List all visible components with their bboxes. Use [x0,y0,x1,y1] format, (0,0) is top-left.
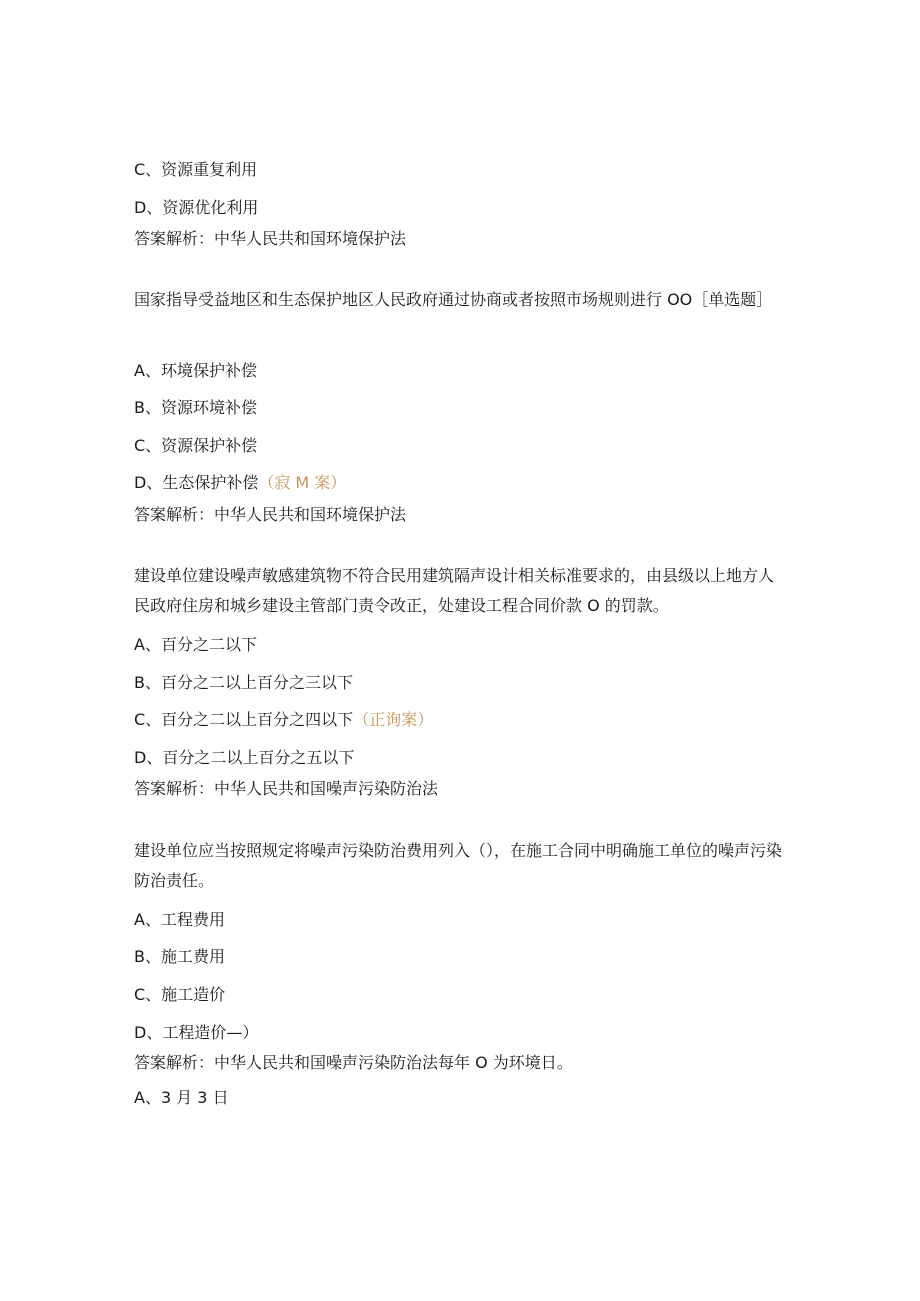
option-d: D、百分之二以上百分之五以下 [134,748,355,767]
option-a: A、百分之二以下 [134,635,257,654]
option-c-text: C、百分之二以上百分之四以下 [134,710,354,729]
answer-mark: （寂 M 案） [258,473,347,492]
question-text: 建设单位建设噪声敏感建筑物不符合民用建筑隔声设计相关标准要求的，由县级以上地方人民政府住房和城乡建设主管部门责令改正，处建设工程合同价款 O 的罚款。 [134,566,775,615]
option-b: B、资源环境补偿 [134,398,257,417]
option-c: C、资源重复利用 [134,160,258,179]
option-d: D、工程造价—） [134,1023,259,1042]
question-text: 建设单位应当按照规定将噪声污染防治费用列入（），在施工合同中明确施工单位的噪声污染防治责任。 [134,841,783,890]
answer-mark: （正询案） [353,710,434,729]
answer-analysis: 答案解析：中华人民共和国环境保护法 [134,229,407,248]
option-c: C、施工造价 [134,985,226,1004]
option-b: B、施工费用 [134,947,225,966]
option-d-text: D、生态保护补偿 [134,473,259,492]
option-b: B、百分之二以上百分之三以下 [134,673,353,692]
option-d [134,473,346,493]
option-d: D、资源优化利用 [134,198,259,217]
answer-analysis: 答案解析：中华人民共和国噪声污染防治法 [134,779,439,798]
answer-analysis: 答案解析：中华人民共和国环境保护法 [134,505,407,524]
answer-analysis: 答案解析：中华人民共和国噪声污染防治法每年 O 为环境日。 [134,1053,573,1072]
option-c [134,710,433,730]
question-text: 国家指导受益地区和生态保护地区人民政府通过协商或者按照市场规则进行 OO［单选题］ [134,290,773,309]
option-a: A、3 月 3 日 [134,1088,229,1107]
option-a: A、环境保护补偿 [134,361,257,380]
option-a: A、工程费用 [134,910,225,929]
option-c: C、资源保护补偿 [134,436,258,455]
